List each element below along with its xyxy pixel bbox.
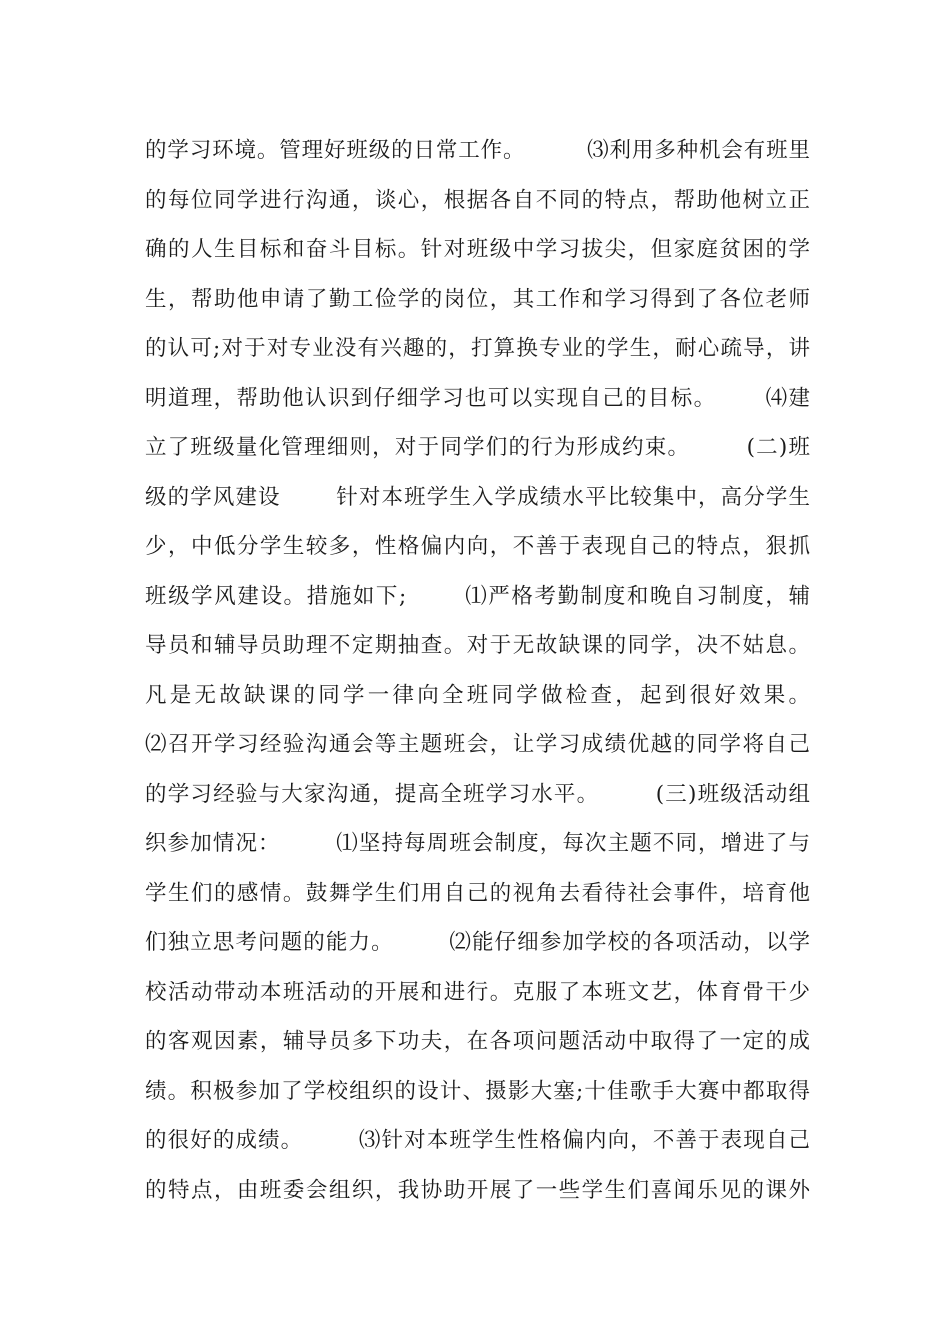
text-line-9: 少，中低分学生较多，性格偏内向，不善于表现自己的特点，狠抓 <box>145 534 810 559</box>
body-text <box>145 131 810 1220</box>
text-line-4: 生，帮助他申请了勤工俭学的岗位，其工作和学习得到了各位老师 <box>145 286 810 312</box>
text-line-21: 的很好的成绩。 ⑶针对本班学生性格偏内向，不善于表现自己 <box>145 1128 810 1153</box>
text-line-10: 班级学风建设。措施如下; ⑴严格考勤制度和晚自习制度，辅 <box>145 583 810 609</box>
text-line-5: 的认可;对于对专业没有兴趣的，打算换专业的学生，耐心疏导，讲 <box>145 336 810 361</box>
text-line-15: 织参加情况： ⑴坚持每周班会制度，每次主题不同，增进了与 <box>145 831 810 856</box>
text-line-11: 导员和辅导员助理不定期抽查。对于无故缺课的同学，决不姑息。 <box>145 633 810 658</box>
text-line-13: ⑵召开学习经验沟通会等主题班会，让学习成绩优越的同学将自己 <box>145 732 810 757</box>
text-line-16: 学生们的感情。鼓舞学生们用自己的视角去看待社会事件，培育他 <box>145 880 810 906</box>
text-line-18: 校活动带动本班活动的开展和进行。克服了本班文艺，体育骨干少 <box>145 979 810 1005</box>
text-line-22: 的特点，由班委会组织，我协助开展了一些学生们喜闻乐见的课外 <box>145 1177 810 1203</box>
text-line-12: 凡是无故缺课的同学一律向全班同学做检查，起到很好效果。 <box>145 682 810 708</box>
text-line-1: 的学习环境。管理好班级的日常工作。 ⑶利用多种机会有班里 <box>145 138 810 163</box>
text-line-14: 的学习经验与大家沟通，提高全班学习水平。 (三)班级活动组 <box>145 781 810 807</box>
text-line-8: 级的学风建设 针对本班学生入学成绩水平比较集中，高分学生 <box>145 484 810 510</box>
text-line-17: 们独立思考问题的能力。 ⑵能仔细参加学校的各项活动，以学 <box>145 930 810 955</box>
text-line-2: 的每位同学进行沟通，谈心，根据各自不同的特点，帮助他树立正 <box>145 187 810 213</box>
text-line-6: 明道理，帮助他认识到仔细学习也可以实现自己的目标。 ⑷建 <box>145 385 810 411</box>
text-line-3: 确的人生目标和奋斗目标。针对班级中学习拔尖，但家庭贫困的学 <box>145 237 810 262</box>
text-line-7: 立了班级量化管理细则，对于同学们的行为形成约束。 (二)班 <box>145 435 810 460</box>
text-line-19: 的客观因素，辅导员多下功夫，在各项问题活动中取得了一定的成 <box>145 1029 810 1054</box>
text-line-20: 绩。积极参加了学校组织的设计、摄影大塞;十佳歌手大赛中都取得 <box>145 1078 810 1104</box>
